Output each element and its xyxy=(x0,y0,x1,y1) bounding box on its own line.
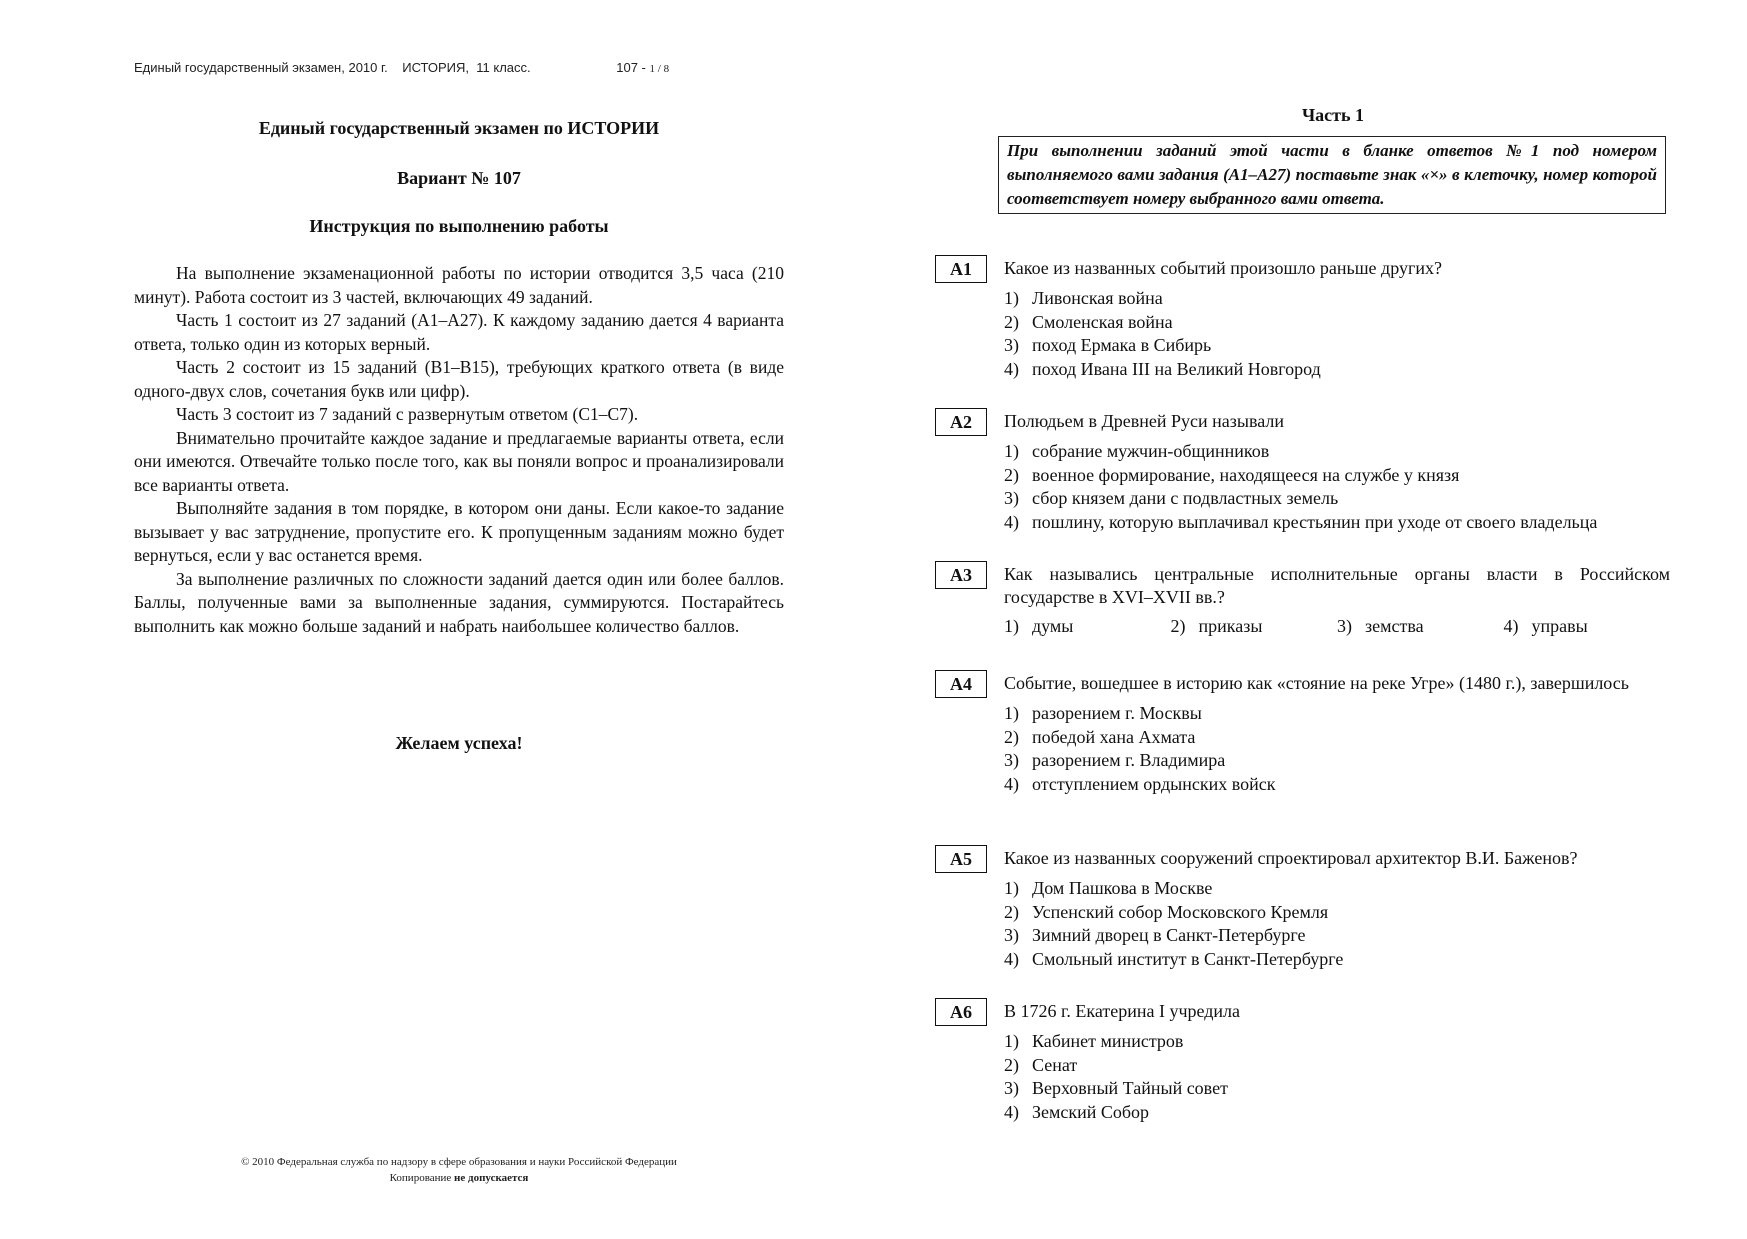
answer-option: 1) разорением г. Москвы xyxy=(1004,703,1202,723)
answer-option: 1) думы xyxy=(1004,616,1074,636)
footer-copy-notice xyxy=(134,1170,784,1186)
wish-text: Желаем успеха! xyxy=(395,733,523,753)
question-text: Как назывались центральные исполнительные органы власти в Российском государстве в XVI–XVII вв.? xyxy=(1004,564,1670,607)
instruction-paragraph: Выполняйте задания в том порядке, в котором они даны. Если какое-то задание вызывает у вас затруднение, пропустите его. К пропущенным заданиям можно будет вернуться, если у вас останется время. xyxy=(134,498,784,565)
answer-option: 2) Смоленская война xyxy=(1004,311,1173,332)
answer-option: 4) поход Ивана III на Великий Новгород xyxy=(1004,358,1321,379)
instruction-paragraph: Часть 3 состоит из 7 заданий с развернутым ответом (С1–С7). xyxy=(176,404,639,424)
footer-copyright: © 2010 Федеральная служба по надзору в сфере образования и науки Российской Федерации xyxy=(241,1156,677,1168)
question-text: Какое из названных событий произошло раньше других? xyxy=(1004,258,1442,278)
answer-option: 3) Зимний дворец в Санкт-Петербурге xyxy=(1004,925,1306,945)
answer-options xyxy=(1004,616,1670,637)
question-text: Какое из названных сооружений спроектировал архитектор В.И. Баженов? xyxy=(1004,848,1578,868)
answer-option: 2) военное формирование, находящееся на службе у князя xyxy=(1004,464,1460,485)
question-text: Полюдьем в Древней Руси называли xyxy=(1004,411,1285,431)
header-exam: Единый государственный экзамен, 2010 г. xyxy=(134,60,388,75)
answer-option: 1) Кабинет министров xyxy=(1004,1031,1184,1051)
answer-options xyxy=(1004,440,1670,534)
answer-option: 2) приказы xyxy=(1170,616,1263,636)
instruction-paragraph: Часть 1 состоит из 27 заданий (А1–А27). К каждому заданию дается 4 варианта ответа, только один из которых верный. xyxy=(134,310,784,354)
answer-option: 2) Успенский собор Московского Кремля xyxy=(1004,901,1329,922)
answer-option: 3) сбор князем дани с подвластных земель xyxy=(1004,488,1339,508)
variant-title: Вариант № 107 xyxy=(397,168,521,188)
answer-options xyxy=(1004,287,1670,381)
question xyxy=(935,255,1670,381)
answer-options xyxy=(1004,702,1670,796)
answer-option: 4) Смольный институт в Санкт-Петербурге xyxy=(1004,948,1344,969)
header-page-num: 1 / 8 xyxy=(649,63,670,75)
answer-option: 1) собрание мужчин-общинников xyxy=(1004,441,1270,461)
page-header xyxy=(134,60,669,75)
question-number: А5 xyxy=(935,845,987,873)
answer-option: 4) пошлину, которую выплачивал крестьянин при уходе от своего владельца xyxy=(1004,511,1598,532)
answer-option: 3) Верховный Тайный совет xyxy=(1004,1078,1228,1098)
header-page-code: 107 - xyxy=(616,60,646,75)
header-subject: ИСТОРИЯ, xyxy=(402,60,470,75)
answer-option: 2) победой хана Ахмата xyxy=(1004,726,1196,747)
question-number: А6 xyxy=(935,998,987,1026)
instructions-text xyxy=(134,262,784,638)
question xyxy=(935,998,1670,1124)
question-text: В 1726 г. Екатерина I учредила xyxy=(1004,1001,1241,1021)
instruction-paragraph: Часть 2 состоит из 15 заданий (В1–В15), требующих краткого ответа (в виде одного-двух слов, сочетания букв или цифр). xyxy=(134,357,784,401)
question xyxy=(935,845,1670,971)
part-title: Часть 1 xyxy=(1301,105,1365,125)
answer-option: 1) Ливонская война xyxy=(1004,288,1163,308)
question-number: А2 xyxy=(935,408,987,436)
answer-option: 4) Земский Собор xyxy=(1004,1101,1150,1122)
answer-option: 4) отступлением ордынских войск xyxy=(1004,773,1276,794)
header-grade: 11 класс. xyxy=(476,60,531,75)
instruction-paragraph: Внимательно прочитайте каждое задание и предлагаемые варианты ответа, если они имеются. Отвечайте только после того, как вы поняли вопрос и проанализировали все варианты ответа. xyxy=(134,427,784,495)
answer-option: 3) поход Ермака в Сибирь xyxy=(1004,335,1212,355)
question xyxy=(935,561,1670,637)
footer xyxy=(134,1154,784,1186)
question xyxy=(935,670,1670,796)
answer-option: 4) управы xyxy=(1503,616,1588,636)
question-number: А4 xyxy=(935,670,987,698)
answer-options xyxy=(1004,877,1670,971)
instruction-paragraph: За выполнение различных по сложности заданий дается один или более баллов. Баллы, полученные вами за выполненные задания, суммируются. Постарайтесь выполнить как можно больше заданий и набрать наибольшее количество баллов. xyxy=(134,568,784,636)
question-text: Событие, вошедшее в историю как «стояние на реке Угре» (1480 г.), завершилось xyxy=(1004,673,1629,693)
answer-option: 3) земства xyxy=(1337,616,1424,636)
instruction-paragraph: На выполнение экзаменационной работы по истории отводится 3,5 часа (210 минут). Работа состоит из 3 частей, включающих 49 заданий. xyxy=(134,263,784,307)
answer-option: 2) Сенат xyxy=(1004,1054,1078,1075)
question-number: А1 xyxy=(935,255,987,283)
answer-option: 1) Дом Пашкова в Москве xyxy=(1004,878,1213,898)
question xyxy=(935,408,1670,534)
question-number: А3 xyxy=(935,561,987,589)
answer-options xyxy=(1004,1030,1670,1124)
part-instructions: При выполнении заданий этой части в бланке ответов №1 под номером выполняемого вами задания (А1–А27) поставьте знак «×» в клеточку, номер которой соответствует номеру выбранного вами ответа. xyxy=(998,136,1666,214)
footer-copy-prohibited: не допускается xyxy=(454,1172,529,1184)
answer-option: 3) разорением г. Владимира xyxy=(1004,750,1226,770)
exam-title: Единый государственный экзамен по ИСТОРИИ xyxy=(258,118,660,138)
instructions-title: Инструкция по выполнению работы xyxy=(309,216,609,236)
footer-copy-label: Копирование xyxy=(389,1172,452,1184)
